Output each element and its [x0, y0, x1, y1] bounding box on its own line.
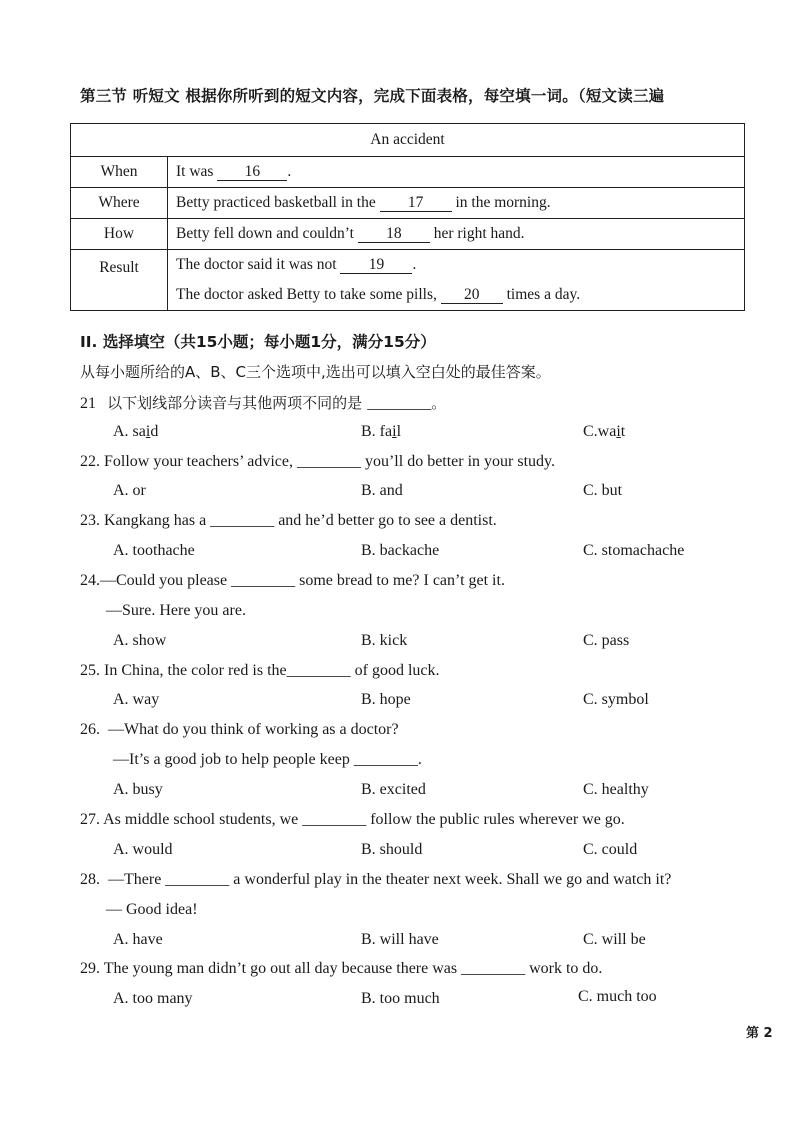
option-c[interactable]: C. pass: [583, 632, 630, 649]
table-row: [71, 250, 745, 311]
row-text: It was: [176, 163, 214, 180]
option-c[interactable]: C. healthy: [583, 781, 649, 798]
option-b[interactable]: B. and: [361, 482, 403, 499]
question-number: 25.: [80, 662, 100, 679]
option-c[interactable]: C.wait: [583, 423, 626, 440]
question-24: [80, 572, 505, 590]
question-26: [80, 721, 399, 739]
row-text: her right hand.: [433, 225, 525, 242]
question-number: 26.: [80, 721, 100, 738]
option-c[interactable]: C. but: [583, 482, 623, 499]
question-stem: The young man didn’t go out all day because there was ________ work to do.: [103, 960, 603, 977]
option-a[interactable]: A. too many: [113, 990, 193, 1007]
row-text: The doctor said it was not: [176, 256, 337, 273]
result-line-2: [176, 280, 744, 310]
question-stem: —What do you think of working as a doctor?: [108, 721, 399, 738]
question-stem: Kangkang has a ________ and he’d better go to see a dentist.: [104, 512, 497, 529]
table-heading: An accident: [71, 124, 745, 157]
table-row: [71, 157, 745, 188]
row-content-where: [168, 188, 745, 219]
row-content-how: [168, 219, 745, 250]
row-text: .: [412, 256, 417, 273]
question-number: 23.: [80, 512, 100, 529]
option-a[interactable]: A. said: [113, 423, 159, 440]
table-row: [71, 219, 745, 250]
option-b[interactable]: B. fail: [361, 423, 402, 440]
row-text: in the morning.: [455, 194, 551, 211]
question-number: 22.: [80, 453, 100, 470]
question-stem: —There ________ a wonderful play in the theater next week. Shall we go and watch it?: [108, 871, 672, 888]
row-label-where: Where: [71, 188, 168, 219]
answer-blank-17[interactable]: 17: [380, 195, 452, 212]
option-a[interactable]: A. have: [113, 931, 163, 948]
answer-blank-20[interactable]: 20: [441, 287, 503, 304]
part2-instruction: 从每小题所给的A、B、C三个选项中,选出可以填入空白处的最佳答案。: [80, 363, 551, 381]
question-stem: As middle school students, we ________ follow the public rules wherever we go.: [103, 811, 625, 828]
option-b[interactable]: B. backache: [361, 542, 440, 559]
answer-blank-16[interactable]: 16: [217, 164, 287, 181]
question-stem: 以下划线部分读音与其他两项不同的是: [107, 394, 363, 412]
question-23: [80, 512, 497, 530]
table-row: [71, 188, 745, 219]
question-22: [80, 453, 555, 471]
option-c[interactable]: C. will be: [583, 931, 646, 948]
row-content-result: [168, 250, 745, 311]
question-number: 27.: [80, 811, 100, 828]
question-27: [80, 811, 625, 829]
row-text: times a day.: [506, 286, 581, 303]
option-b[interactable]: B. too much: [361, 990, 440, 1007]
question-28: [80, 871, 671, 889]
option-a[interactable]: A. way: [113, 691, 160, 708]
question-number: 24.: [80, 572, 100, 589]
section3-title: 第三节 听短文 根据你所听到的短文内容，完成下面表格，每空填一词。（短文读三遍: [80, 87, 665, 105]
question-blank[interactable]: ________: [367, 395, 432, 412]
option-c[interactable]: C. symbol: [583, 691, 649, 708]
row-text: Betty fell down and couldn’t: [176, 225, 354, 242]
question-stem: Follow your teachers’ advice, ________ you’ll do better in your study.: [104, 453, 556, 470]
option-b[interactable]: B. hope: [361, 691, 411, 708]
option-a[interactable]: A. would: [113, 841, 173, 858]
question-29: [80, 960, 602, 978]
answer-blank-18[interactable]: 18: [358, 226, 430, 243]
question-number: 28.: [80, 871, 100, 888]
row-text: Betty practiced basketball in the: [176, 194, 376, 211]
option-b[interactable]: B. will have: [361, 931, 439, 948]
option-a[interactable]: A. toothache: [113, 542, 195, 559]
question-stem-end: 。: [431, 394, 447, 412]
question-26-reply: —It’s a good job to help people keep ________.: [113, 751, 422, 768]
question-stem: In China, the color red is the________ of good luck.: [104, 662, 440, 679]
option-a[interactable]: A. or: [113, 482, 146, 499]
accident-table: [70, 123, 745, 311]
option-b[interactable]: B. should: [361, 841, 423, 858]
question-25: [80, 662, 440, 680]
option-a[interactable]: A. busy: [113, 781, 163, 798]
question-number: 29.: [80, 960, 100, 977]
option-b[interactable]: B. excited: [361, 781, 426, 798]
row-label-how: How: [71, 219, 168, 250]
question-21: [80, 392, 446, 413]
option-c[interactable]: C. much too: [578, 988, 657, 1005]
question-24-reply: —Sure. Here you are.: [106, 602, 246, 619]
option-b[interactable]: B. kick: [361, 632, 408, 649]
option-c[interactable]: C. could: [583, 841, 638, 858]
question-number: 21: [80, 395, 96, 412]
result-line-1: [176, 250, 744, 280]
answer-blank-19[interactable]: 19: [340, 257, 412, 274]
row-content-when: [168, 157, 745, 188]
row-text: .: [287, 163, 292, 180]
question-stem: —Could you please ________ some bread to me? I can’t get it.: [100, 572, 505, 589]
page-number: 第 2: [746, 1026, 773, 1041]
question-28-reply: — Good idea!: [106, 901, 198, 918]
row-label-result: Result: [71, 250, 168, 311]
option-c[interactable]: C. stomachache: [583, 542, 685, 559]
part2-title: II. 选择填空（共15小题；每小题1分，满分15分）: [80, 333, 436, 351]
row-label-when: When: [71, 157, 168, 188]
option-a[interactable]: A. show: [113, 632, 167, 649]
row-text: The doctor asked Betty to take some pills,: [176, 286, 437, 303]
